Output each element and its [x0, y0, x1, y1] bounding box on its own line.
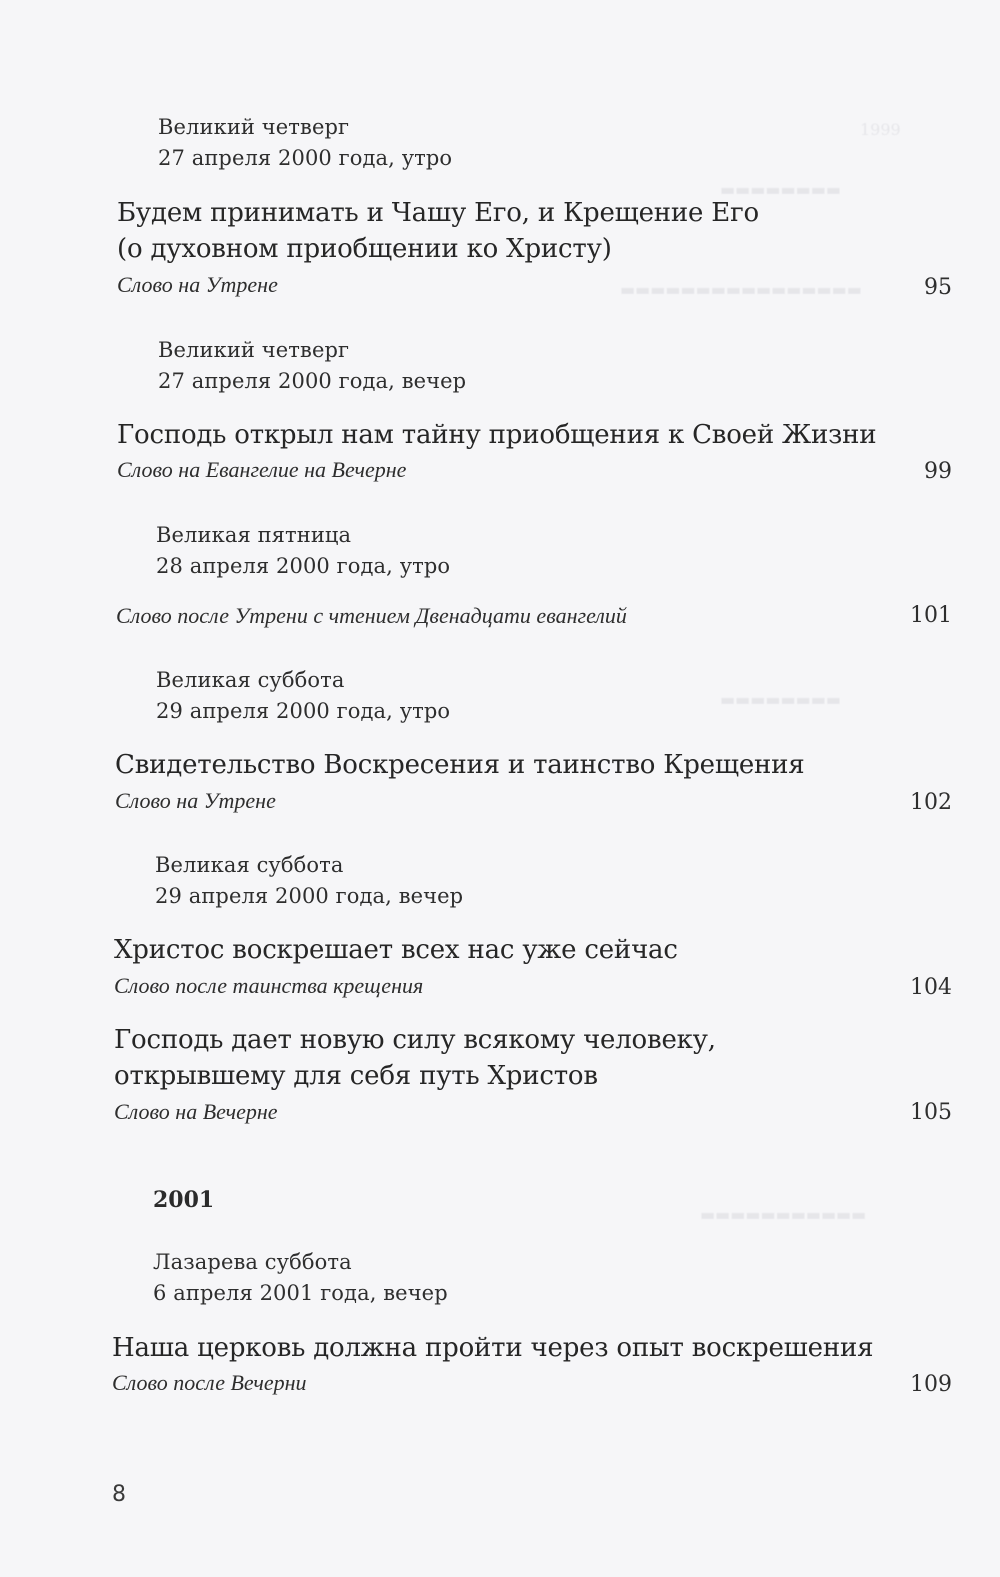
toc-entry-subtitle: Слово после Вечерни [112, 1370, 307, 1395]
title-line: (о духовном приобщении ко Христу) [117, 234, 612, 264]
occasion-day: Лазарева суббота [153, 1250, 352, 1274]
occasion-day: Великая суббота [155, 853, 344, 877]
toc-entry-subtitle: Слово на Утрене [117, 272, 278, 297]
toc-occasion [155, 850, 463, 912]
title-line: Христос воскрешает всех нас уже сейчас [114, 935, 678, 965]
toc-page-number[interactable]: 95 [924, 275, 952, 300]
toc-page-number[interactable]: 109 [910, 1372, 952, 1397]
toc-occasion [158, 335, 466, 397]
title-line: Господь дает новую силу всякому человеку, [114, 1025, 716, 1055]
toc-entry-subtitle[interactable]: Слово после Утрени с чтением Двенадцати евангелий [116, 603, 627, 628]
toc-occasion [153, 1247, 448, 1309]
occasion-day: Великий четверг [158, 338, 350, 362]
bleed-through: ▬▬▬▬▬▬▬▬▬▬▬▬▬▬▬▬ [620, 280, 862, 299]
toc-entry-title[interactable] [117, 417, 876, 453]
occasion-day: Великая пятница [156, 523, 352, 547]
page-folio: 8 [112, 1482, 126, 1507]
occasion-date: 29 апреля 2000 года, вечер [155, 884, 464, 908]
title-line: Господь открыл нам тайну приобщения к Своей Жизни [117, 420, 877, 450]
toc-entry-title[interactable] [117, 195, 759, 267]
toc-entry-title[interactable] [114, 1022, 716, 1094]
toc-page-number[interactable]: 105 [910, 1100, 952, 1125]
year-heading: 2001 [153, 1187, 215, 1213]
bleed-through: ▬▬▬▬▬▬▬▬ [720, 690, 841, 709]
toc-page-number[interactable]: 102 [910, 790, 952, 815]
occasion-date: 27 апреля 2000 года, вечер [158, 369, 467, 393]
toc-entry-title[interactable] [115, 747, 804, 783]
occasion-date: 27 апреля 2000 года, утро [158, 146, 453, 170]
toc-entry-subtitle: Слово на Утрене [115, 788, 276, 813]
toc-entry-subtitle: Слово на Евангелие на Вечерне [117, 457, 407, 482]
title-line: Будем принимать и Чашу Его, и Крещение Его [117, 198, 759, 228]
toc-entry-title[interactable] [112, 1330, 873, 1366]
toc-page-number[interactable]: 101 [910, 603, 952, 628]
bleed-through: ▬▬▬▬▬▬▬▬ [720, 180, 841, 199]
toc-entry-subtitle: Слово на Вечерне [114, 1099, 278, 1124]
toc-occasion [158, 112, 452, 174]
toc-entry-subtitle: Слово после таинства крещения [114, 973, 424, 998]
bleed-through: ▬▬▬▬▬▬▬▬▬▬▬ [700, 1205, 867, 1224]
bleed-through: 1999 [860, 120, 901, 139]
occasion-date: 28 апреля 2000 года, утро [156, 554, 451, 578]
occasion-date: 29 апреля 2000 года, утро [156, 699, 451, 723]
title-line: открывшему для себя путь Христов [114, 1061, 598, 1091]
title-line: Наша церковь должна пройти через опыт воскрешения [112, 1333, 874, 1363]
toc-occasion [156, 665, 450, 727]
occasion-day: Великий четверг [158, 115, 350, 139]
title-line: Свидетельство Воскресения и таинство Крещения [115, 750, 805, 780]
toc-entry-title[interactable] [114, 932, 678, 968]
occasion-day: Великая суббота [156, 668, 345, 692]
occasion-date: 6 апреля 2001 года, вечер [153, 1281, 448, 1305]
toc-page-number[interactable]: 104 [910, 975, 952, 1000]
toc-page-number[interactable]: 99 [924, 459, 952, 484]
toc-occasion [156, 520, 450, 582]
